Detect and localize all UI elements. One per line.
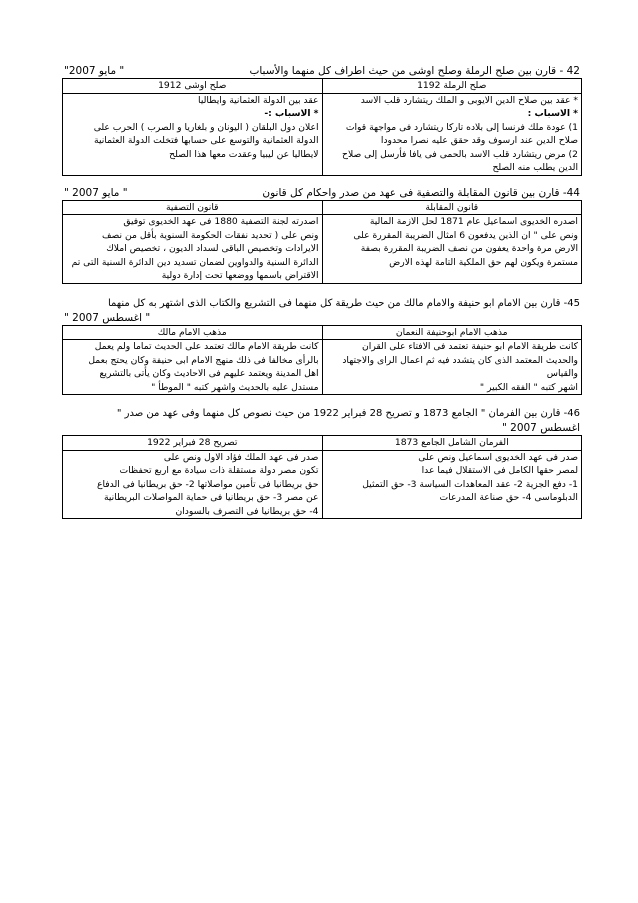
table-44-left-cell bbox=[63, 215, 323, 284]
text-line: الدين يطلب منه الصلح bbox=[492, 162, 578, 173]
table-45-header-right: مذهب الامام ابوحنيفة النعمان bbox=[322, 325, 582, 340]
table-44-header-left: قانون التصفية bbox=[63, 200, 323, 215]
table-44-header-right: قانون المقابلة bbox=[322, 200, 582, 215]
question-45-date-row bbox=[62, 311, 582, 325]
question-44-date: " مايو 2007 " bbox=[64, 186, 128, 199]
text-line: ونص على " ان الذين يدفعون 6 امثال الضريبة المقررة على bbox=[353, 229, 578, 241]
question-44-text: 44- قارن بين قانون المقابلة والتصفية فى عهد من صدر واحكام كل قانون bbox=[262, 186, 580, 199]
text-line: الدبلوماسى 4- حق صناعة المدرعات bbox=[439, 492, 578, 503]
text-line: * الاسباب : bbox=[527, 108, 578, 119]
text-line: * الاسباب :- bbox=[264, 108, 319, 119]
text-line: اعلان دول البلقان ( اليونان و بلغاريا و الصرب ) الحرب على bbox=[93, 121, 319, 133]
table-44-right-cell bbox=[322, 215, 582, 284]
table-45-header-left: مذهب الامام مالك bbox=[63, 325, 323, 340]
comparison-table-42 bbox=[62, 78, 582, 176]
text-line: والقياس bbox=[546, 368, 578, 379]
question-46-text: 46- قارن بين الفرمان " الجامع 1873 و تصريح 28 فبراير 1922 من حيث نصوص كل منهما وفى عهد من صدر " bbox=[116, 408, 580, 419]
document-page bbox=[62, 64, 582, 519]
question-46-title bbox=[62, 406, 582, 421]
table-46-header-left: تصريح 28 فبراير 1922 bbox=[63, 436, 323, 451]
text-line: الارض مرة واحدة يعفون من نصف الضريبة المقررة بصفة bbox=[360, 243, 578, 254]
text-line: الدائرة السنية والدواوين لضمان تسديد دين الدائرة السنية التى تم bbox=[71, 256, 319, 268]
text-line: تكون مصر دولة مستقلة ذات سيادة مع اربع تحفظات bbox=[119, 465, 319, 476]
text-line: صدر فى عهد الخديوى اسماعيل ونص على bbox=[418, 451, 578, 463]
question-45-date: " اغسطس 2007 " bbox=[64, 311, 151, 324]
text-line: الاقتراض باسمها ووضعها تحت إدارة دولية bbox=[161, 270, 319, 281]
question-42-title bbox=[62, 64, 582, 78]
text-line: ونص على ( تحديد نفقات الحكومة السنوية بأقل من نصف bbox=[102, 229, 319, 241]
table-42-header-left: صلح اوشى 1912 bbox=[63, 79, 323, 94]
question-42-text: 42 - قارن بين صلح الرملة وصلح اوشى من حيث اطراف كل منهما والأسباب bbox=[249, 65, 580, 77]
text-line: اصدره الخديوى اسماعيل عام 1871 لحل الازمة المالية bbox=[369, 216, 578, 227]
text-line: صدر فى عهد الملك فؤاد الاول ونص على bbox=[163, 451, 319, 463]
table-45-left-cell bbox=[63, 340, 323, 395]
comparison-table-45 bbox=[62, 325, 582, 396]
text-line: 4- حق بريطانيا فى التصرف بالسودان bbox=[175, 505, 319, 517]
question-45-text: 45- قارن بين الامام ابو حنيفة والامام مالك من حيث طريقة كل منهما فى التشريع والكتاب الذى اشتهر به كل منهما bbox=[107, 297, 580, 309]
text-line: اصدرته لجنة التصفية 1880 فى عهد الخديوى توفيق bbox=[123, 216, 319, 227]
text-line: عقد بين الدولة العثمانية وايطاليا bbox=[198, 94, 319, 106]
question-46-date-row bbox=[62, 421, 582, 435]
table-42-left-cell bbox=[63, 93, 323, 175]
text-line: كانت طريقة الامام ابو حنيفة تعتمد فى الافتاء على القران bbox=[362, 341, 578, 352]
text-line: عن مصر 3- حق بريطانيا فى حماية المواصلات البريطانية bbox=[103, 492, 319, 503]
comparison-table-44 bbox=[62, 200, 582, 284]
text-line: والحديث المعتمد الذى كان يتشدد فيه ثم اعمال الراى والاجتهاد bbox=[342, 354, 578, 366]
text-line: 1) عودة ملك فرنسا إلى بلاده تاركا ريتشارد فى مواجهة قوات bbox=[345, 121, 578, 133]
text-line: 2) مرض ريتشارد قلب الاسد بالحمى فى يافا فأرسل إلى صلاح bbox=[342, 148, 578, 160]
table-46-left-cell bbox=[63, 450, 323, 519]
table-42-right-cell bbox=[322, 93, 582, 175]
table-46-header-right: الفرمان الشامل الجامع 1873 bbox=[322, 436, 582, 451]
text-line: كانت طريقة الامام مالك تعتمد على الحديث تماما ولم يعمل bbox=[94, 341, 319, 352]
question-46-date: اغسطس 2007 " bbox=[501, 422, 580, 434]
comparison-table-46 bbox=[62, 435, 582, 519]
text-line: اشهر كتبه " الفقه الكبير " bbox=[479, 381, 578, 393]
text-line: 1- دفع الجزية 2- عقد المعاهدات السياسة 3- حق التمثيل bbox=[362, 478, 578, 490]
text-line: صلاح الدين عند ارسوف وقد حقق عليه نصرا محدودا bbox=[380, 135, 578, 146]
question-42-date: " مايو 2007" bbox=[64, 65, 125, 77]
table-45-right-cell bbox=[322, 340, 582, 395]
text-line: مستمرة ويكون لهم حق الملكية التامة لهذه الارض bbox=[389, 256, 578, 268]
question-44-title bbox=[62, 186, 582, 200]
text-line: اهل المدينة ويعتمد عليهم فى الاحاديث وكان يأتى بالتشريع bbox=[99, 368, 319, 379]
text-line: لايطاليا عن ليبيا وعقدت معها هذا الصلح bbox=[169, 148, 319, 160]
text-line: لمصر حقها الكامل فى الاستقلال فيما عدا bbox=[421, 465, 578, 476]
text-line: * عقد بين صلاح الدين الايوبى و الملك ريتشارد قلب الاسد bbox=[360, 94, 578, 106]
text-line: بالرأى مخالفا فى ذلك منهج الامام ابى حنيفة وكان يحتج بعمل bbox=[88, 354, 319, 366]
table-42-header-right: صلح الرملة 1192 bbox=[322, 79, 582, 94]
table-46-right-cell bbox=[322, 450, 582, 519]
text-line: الدولة العثمانية والتوسع على حسابها فتخلت الدولة العثمانية bbox=[94, 135, 319, 146]
text-line: الايرادات وتخصيص الباقى لسداد الديون ، تخصيص املاك bbox=[106, 243, 319, 254]
text-line: حق بريطانيا فى تأمين مواصلاتها 2- حق بريطانيا فى الدفاع bbox=[96, 478, 319, 490]
question-45-title bbox=[62, 296, 582, 311]
text-line: مستدل عليه بالحديث واشهر كتبه " الموطأ " bbox=[151, 381, 319, 393]
